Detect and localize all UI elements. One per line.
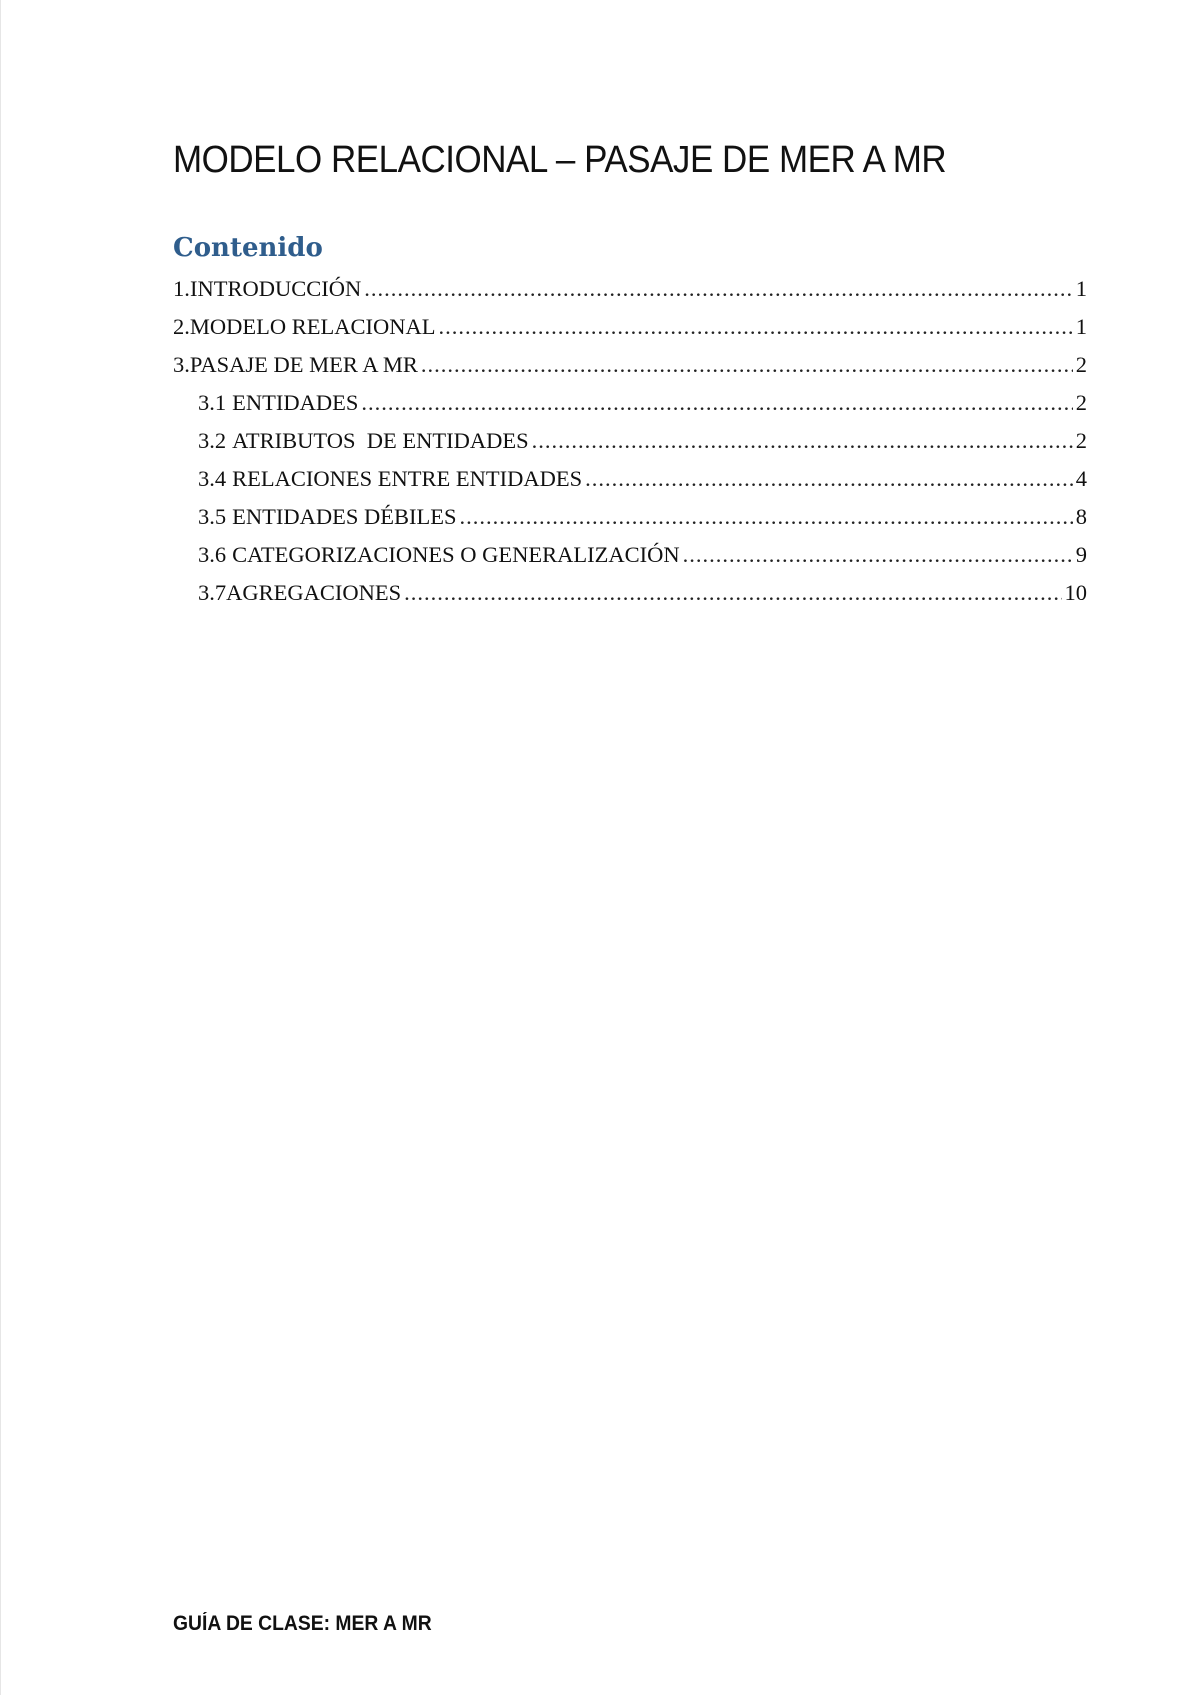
toc-entry-relaciones-entre-entidades[interactable] (173, 460, 1087, 498)
toc-entry-label: CATEGORIZACIONES O GENERALIZACIÓN (232, 542, 680, 567)
toc-dot-leader (421, 346, 1073, 384)
toc-dot-leader (404, 574, 1061, 612)
toc-entry-number: 3.6 (198, 542, 227, 567)
toc-entry-page: 2 (1075, 390, 1087, 415)
toc-entry-entidades-debiles[interactable] (173, 498, 1087, 536)
toc-entry-page: 8 (1075, 504, 1087, 529)
page-footer: GUÍA DE CLASE: MER A MR (173, 1612, 432, 1635)
toc-entry-label: ENTIDADES DÉBILES (232, 504, 457, 529)
toc-entry-page: 4 (1075, 466, 1087, 491)
toc-entry-number: 3.2 (198, 428, 227, 453)
toc-entry-number: 3. (173, 352, 190, 377)
toc-entry-categorizaciones[interactable] (173, 536, 1087, 574)
toc-entry-label: MODELO RELACIONAL (189, 314, 436, 339)
toc-entry-agregaciones[interactable] (173, 574, 1087, 612)
toc-entry-page: 2 (1075, 428, 1087, 453)
toc-entry-label: RELACIONES ENTRE ENTIDADES (232, 466, 583, 491)
toc-entry-page: 1 (1075, 314, 1087, 339)
toc-dot-leader (532, 422, 1073, 460)
toc-entry-number: 2. (173, 314, 190, 339)
toc-entry-page: 10 (1064, 580, 1087, 605)
toc-entry-pasaje-mer-mr[interactable] (173, 346, 1087, 384)
toc-entry-number: 3.5 (198, 504, 227, 529)
toc-entry-page: 1 (1075, 276, 1087, 301)
toc-dot-leader (361, 384, 1072, 422)
toc-entry-label: PASAJE DE MER A MR (189, 352, 418, 377)
toc-dot-leader (683, 536, 1073, 574)
toc-entry-modelo-relacional[interactable] (173, 308, 1087, 346)
toc-entry-entidades[interactable] (173, 384, 1087, 422)
toc-entry-atributos-de-entidades[interactable] (173, 422, 1087, 460)
toc-heading: Contenido (173, 233, 323, 263)
toc-entry-page: 9 (1075, 542, 1087, 567)
toc-entry-page: 2 (1075, 352, 1087, 377)
toc-entry-introduccion[interactable] (173, 270, 1087, 308)
toc-dot-leader (459, 498, 1072, 536)
toc-entry-number: 3.7 (198, 580, 227, 605)
toc-entry-label: ENTIDADES (232, 390, 359, 415)
toc-entry-number: 3.4 (198, 466, 227, 491)
toc-dot-leader (364, 270, 1073, 308)
toc-entry-label: INTRODUCCIÓN (189, 276, 362, 301)
table-of-contents (173, 270, 1087, 612)
toc-dot-leader (585, 460, 1073, 498)
toc-entry-label: AGREGACIONES (226, 580, 402, 605)
toc-entry-number: 1. (173, 276, 190, 301)
toc-entry-label: ATRIBUTOS DE ENTIDADES (232, 428, 529, 453)
toc-dot-leader (438, 308, 1072, 346)
toc-entry-number: 3.1 (198, 390, 227, 415)
document-title: MODELO RELACIONAL – PASAJE DE MER A MR (173, 139, 947, 181)
